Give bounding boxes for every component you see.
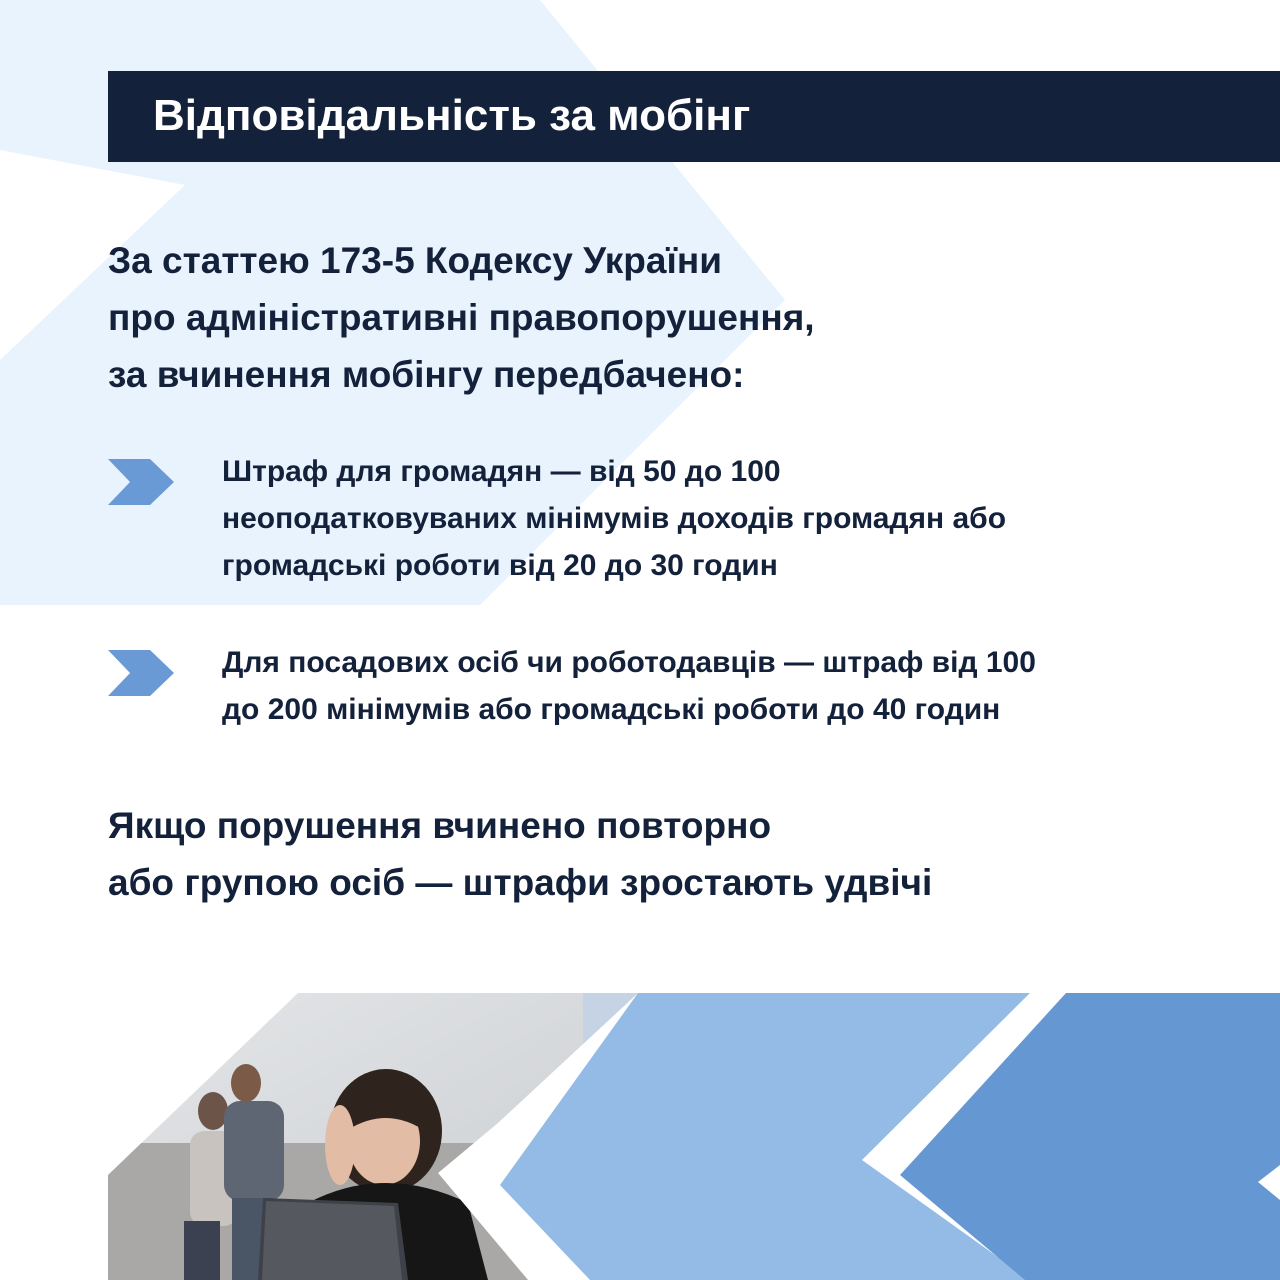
bullet-item-citizens xyxy=(222,448,1222,589)
photo-office-bullying xyxy=(108,993,638,1280)
bullet-line: Штраф для громадян — від 50 до 100 xyxy=(222,455,781,488)
intro-line: про адміністративні правопорушення, xyxy=(108,297,815,338)
intro-line: За статтею 173-5 Кодексу України xyxy=(108,240,722,281)
intro-text xyxy=(108,232,1108,403)
intro-line: за вчинення мобінгу передбачено: xyxy=(108,354,745,395)
bullet-line: громадські роботи від 20 до 30 годин xyxy=(222,549,778,582)
bullet-line: до 200 мінімумів або громадські роботи до 40 годин xyxy=(222,693,1001,726)
footer-line: Якщо порушення вчинено повторно xyxy=(108,805,772,846)
page-title: Відповідальність за мобінг xyxy=(153,91,751,140)
bullet-item-officials xyxy=(222,639,1222,733)
bullet-line: Для посадових осіб чи роботодавців — штраф від 100 xyxy=(222,646,1036,679)
footer-text xyxy=(108,797,1158,911)
bullet-line: неоподатковуваних мінімумів доходів громадян або xyxy=(222,502,1007,535)
chevron-right-icon xyxy=(108,459,174,505)
footer-line: або групою осіб — штрафи зростають удвічі xyxy=(108,862,933,903)
chevron-right-icon xyxy=(108,650,174,696)
